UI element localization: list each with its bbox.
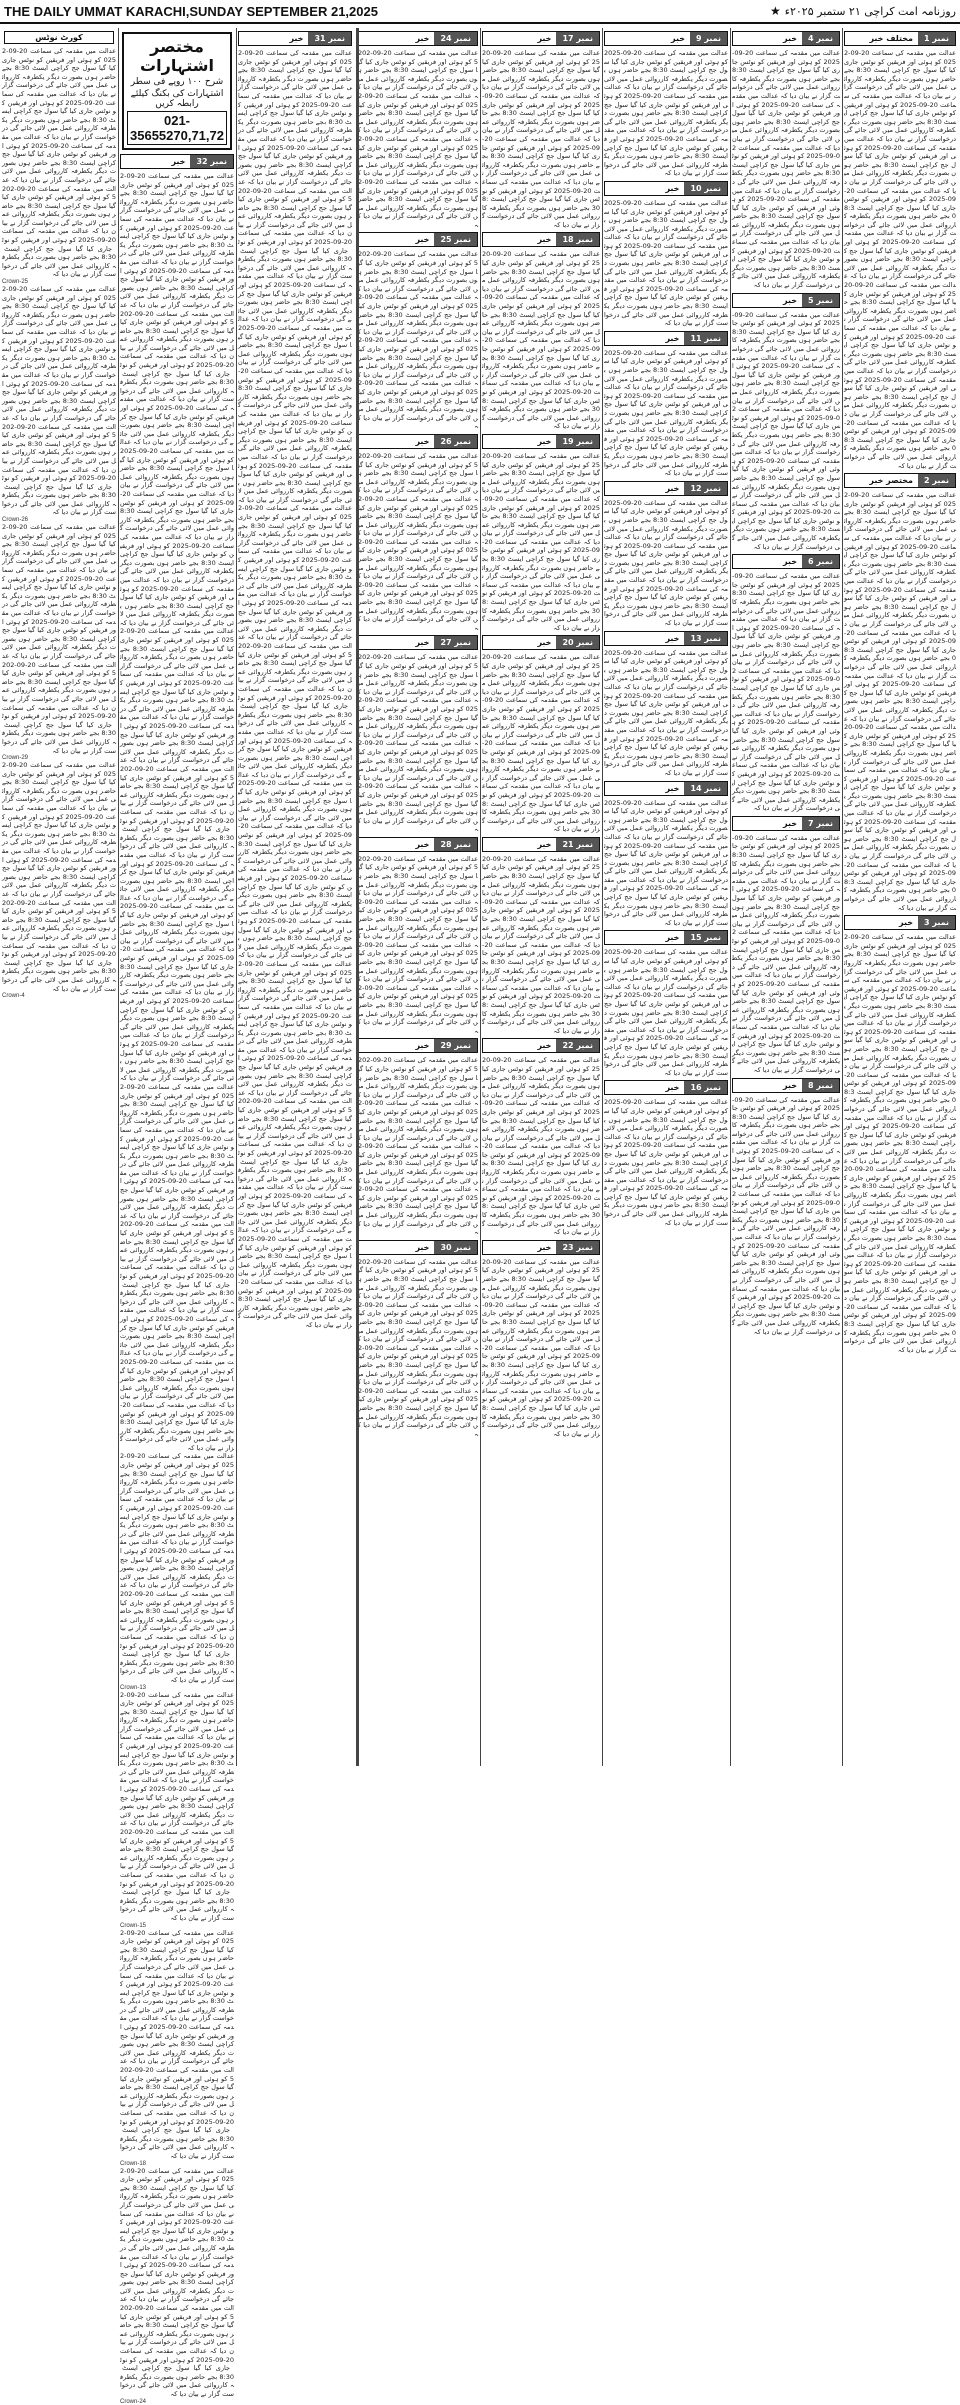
- section-number: نمبر 25: [434, 233, 477, 246]
- crown-tag: Crown-18: [120, 2160, 147, 2167]
- section-heading: [604, 31, 728, 46]
- section-heading: [604, 781, 728, 796]
- section-title: مختلف خبر: [869, 34, 914, 43]
- section-number: نمبر 6: [802, 555, 839, 568]
- section-heading: [844, 31, 956, 46]
- column-7: [120, 28, 235, 2405]
- section-title: خبر: [171, 157, 186, 166]
- section-number: نمبر 4: [802, 32, 839, 45]
- section-heading: [604, 631, 728, 646]
- article-text: عدالت میں مقدمہ کی سماعت 20-09-2025 کو ہوئی اور فریقین کو نوٹس جاری کیا گیا سول جج کراچی ایسٹ 8:30 بجے حاضر ہوں بصورت دیگر یکطرفہ کارروائی عمل میں لائی جائے گی درخواست گزار نے بیان دیا کہ عدالت میں مقدمہ کی سماعت 20-09-2025 کو ہوئی اور فریقین کو نوٹس جاری کیا گیا سول جج کراچی ایسٹ 8:30 بجے حاضر ہوں بصورت دیگر یکطرفہ کارروائی عمل میں لائی جائے گی درخواست گزار نے بیان دیا کہ عدالت میں مقدمہ کی سماعت 20-09-2025 کو ہوئی اور فریقین کو نوٹس جاری کیا گیا سول جج کراچی ایسٹ 8:30 بجے حاضر ہوں بصورت دیگر یکطرفہ کارروائی عمل میں لائی جائے گی درخواست گزار نے بیان دیا کہ عدالت میں مقدمہ کی سماعت 20-09-2025 کو ہوئی اور فریقین کو نوٹس جاری کیا گیا سول جج کراچی ایسٹ 8:30 بجے حاضر ہوں بصورت دیگر یکطرفہ کارروائی عمل میں لائی جائے گی درخواست گزار نے بیان دیا کہ عدالت میں مقدمہ کی سماعت 20-09-2025 کو ہوئی اور فریقین کو نوٹس جاری کیا گیا سول جج کراچی ایسٹ 8:30 بجے حاضر ہوں بصورت دیگر یکطرفہ کارروائی عمل میں لائی جائے گی درخواست گزار نے بیان دیا کہ عدالت میں مقدمہ کی سماعت 20-09-2025 کو ہوئی اور فریقین کو نوٹس جاری کیا گیا سول جج کراچی ایسٹ 8:30 بجے حاضر ہوں بصورت دیگر یکطرفہ کارروائی عمل میں لائی جائے گی درخواست گزار نے بیان دیا کہ عدالت میں مقدمہ کی سماعت 20-09-2025 کو ہوئی اور فریقین کو نوٹس جاری کیا گیا سول جج کراچی ایسٹ 8:30 بجے حاضر ہوں بصورت دیگر یکطرفہ کارروائی عمل میں لائی جائے گی درخواست گزار نے بیان دیا کہ عدالت میں مقدمہ کی سماعت 20-09-2025 کو ہوئی اور فریقین کو نوٹس جاری کیا گیا سول جج کراچی ایسٹ 8:30 بجے حاضر ہوں بصورت دیگر یکطرفہ کارروائی عمل میں لائی جائے گی درخواست گزار نے بیان دیا کہ عدالت میں مقدمہ کی سماعت 20-09-2025 کو ہوئی اور فریقین کو نوٹس جاری کیا گیا سول جج کراچی ایسٹ 8:30 بجے حاضر ہوں بصورت دیگر یکطرفہ کارروائی عمل میں لائی جائے گی درخواست گزار نے بیان دیا کہ عدالت میں مقدمہ کی سماعت 20-09-2025 کو ہوئی اور فریقین کو نوٹس جاری کیا گیا سول جج کراچی ایسٹ 8:30 بجے حاضر ہوں بصورت دیگر یکطرفہ کارروائی عمل میں لائی جائے گی درخواست گزار نے بیان دیا کہ عدالت میں مقدمہ کی سماعت 20-09-2025 کو ہوئی اور فریقین کو نوٹس جاری کیا گیا سول جج کراچی ایسٹ 8:30 بجے حاضر ہوں بصورت دیگر یکطرفہ کارروائی عمل میں لائی جائے گی درخواست گزار نے بیان دیا کہ عدالت میں مقدمہ کی سماعت 20-09-2025 کو ہوئی اور فریقین کو نوٹس جاری کیا گیا سول جج کراچی ایسٹ 8:30 بجے حاضر ہوں بصورت دیگر یکطرفہ کارروائی عمل میں لائی جائے گی درخواست گزار نے بیان دیا کہ عدالت میں مقدمہ کی سماعت 20-09-2025 کو ہوئی اور فریقین کو نوٹس جاری کیا گیا سول جج کراچی ایسٹ 8:30 بجے حاضر ہوں بصورت دیگر یکطرفہ کارروائی عمل میں لائی جائے گی درخواست گزار نے بیان دیا کہ عدالت میں مقدمہ کی سماعت 20-09-2025 کو ہوئی اور فریقین کو نوٹس جاری کیا گیا سول جج کراچی ایسٹ 8:30 بجے حاضر ہوں بصورت دیگر یکطرفہ کارروائی عمل میں لائی جائے گی درخواست گزار نے بیان دیا کہ عدالت میں مقدمہ کی سماعت 20-09-2025 کو ہوئی اور فریقین کو نوٹس جاری کیا گیا سول جج کراچی ایسٹ 8:30 بجے حاضر ہوں بصورت دیگر یکطرفہ کارروائی عمل میں لائی جائے گی درخواست گزار نے بیان دیا کہ عدالت میں مقدمہ کی سماعت 20-09-2025 کو ہوئی اور فریقین کو نوٹس جاری کیا گیا سول جج کراچی ایسٹ 8:30 بجے حاضر ہوں بصورت دیگر یکطرفہ کارروائی عمل میں لائی جائے گی درخواست گزار نے بیان دیا کہ عدالت میں مقدمہ کی سماعت 20-09-2025 کو ہوئی اور فریقین کو نوٹس جاری کیا گیا سول جج کراچی ایسٹ 8:30 بجے حاضر ہوں بصورت دیگر یکطرفہ کارروائی عمل میں لائی جائے گی درخواست گزار نے بیان دیا کہ عدالت میں مقدمہ کی سماعت 20-09-2025 کو ہوئی اور فریقین کو نوٹس جاری کیا گیا سول جج کراچی ایسٹ 8:30 بجے حاضر ہوں بصورت دیگر یکطرفہ کارروائی عمل میں لائی جائے گی درخواست گزار نے بیان دیا کہ عدالت میں مقدمہ کی سماعت 20-09-2025 کو ہوئی اور فریقین کو نوٹس جاری کیا گیا سول جج کراچی ایسٹ 8:30 بجے حاضر ہوں بصورت دیگر یکطرفہ کارروائی عمل میں لائی جائے گی درخواست گزار نے بیان دیا کہ عدالت میں مقدمہ کی سماعت 20-09-2025 کو ہوئی اور فریقین کو نوٹس جاری کیا گیا سول جج کراچی ایسٹ 8:30 بجے حاضر ہوں بصورت دیگر یکطرفہ کارروائی عمل میں لائی جائے گی درخواست گزار نے بیان دیا کہ عدالت میں مقدمہ کی سماعت 20-09-2025 کو ہوئی اور فریقین کو نوٹس جاری کیا گیا سول جج کراچی ایسٹ 8:30 بجے حاضر ہوں بصورت دیگر یکطرفہ کارروائی عمل میں لائی جائے گی درخواست گزار نے بیان دیا کہ عدالت میں مقدمہ کی سماعت 20-09-2025 کو ہوئی اور فریقین کو نوٹس جاری کیا گیا سول جج کراچی ایسٹ 8:30 بجے حاضر ہوں بصورت دیگر یکطرفہ کارروائی عمل میں لائی جائے گی درخواست گزار نے بیان دیا کہ عدالت میں مقدمہ کی سماعت 20-09-2025 کو ہوئی اور فریقین کو نوٹس جاری کیا گیا سول جج کراچی ایسٹ 8:30 بجے حاضر ہوں بصورت دیگر یکطرفہ کارروائی عمل میں لائی جائے گی درخواست گزار نے بیان دیا کہ عدالت میں مقدمہ کی سماعت 20-09-2025 کو ہوئی اور فریقین کو نوٹس جاری کیا گیا سول جج کراچی ایسٹ 8:30 بجے حاضر ہوں بصورت دیگر یکطرفہ کارروائی عمل میں لائی جائے گی درخواست گزار نے بیان دیا کہ عدالت میں مقدمہ کی سماعت 20-09-2025 کو ہوئی اور فریقین کو نوٹس جاری کیا گیا سول جج کراچی ایسٹ 8:30 بجے حاضر ہوں بصورت دیگر یکطرفہ کارروائی عمل میں لائی جائے گی درخواست گزار نے بیان دیا کہ عدالت میں مقدمہ کی سماعت 20-09-2025 کو ہوئی اور فریقین کو نوٹس جاری کیا گیا سول جج کراچی ایسٹ 8:30 بجے حاضر ہوں بصورت دیگر یکطرفہ کارروائی عمل میں لائی جائے گی درخواست گزار نے بیان دیا کہ عدالت میں مقدمہ کی سماعت 20-09-2025 کو ہوئی اور فریقین کو نوٹس جاری کیا گیا سول جج کراچی ایسٹ 8:30 بجے حاضر ہوں بصورت دیگر یکطرفہ کارروائی عمل میں لائی جائے گی درخواست گزار نے بیان دیا کہ عدالت میں مقدمہ کی سماعت 20-09-2025 کو ہوئی اور فریقین کو نوٹس جاری کیا گیا سول جج کراچی ایسٹ 8:30 بجے حاضر ہوں بصورت دیگر یکطرفہ کارروائی عمل میں لائی جائے گی درخواست گزار نے بیان دیا کہ: [238, 49, 353, 1329]
- column-1: [844, 28, 956, 1766]
- article-text: عدالت میں مقدمہ کی سماعت 20-09-2025 کو ہوئی اور فریقین کو نوٹس جاری کیا گیا سول جج کراچی ایسٹ 8:30 بجے حاضر ہوں بصورت دیگر یکطرفہ کارروائی عمل میں لائی جائے گی درخواست گزار نے بیان دیا کہ عدالت میں مقدمہ کی سماعت 20-09-2025 کو ہوئی اور فریقین کو نوٹس جاری کیا گیا سول جج کراچی ایسٹ 8:30 بجے حاضر ہوں بصورت دیگر یکطرفہ کارروائی عمل میں لائی جائے گی درخواست گزار نے بیان دیا کہ عدالت میں مقدمہ کی سماعت 20-09-2025 کو ہوئی اور فریقین کو نوٹس جاری کیا گیا سول جج کراچی ایسٹ 8:30 بجے حاضر ہوں بصورت دیگر یکطرفہ کارروائی عمل میں لائی جائے گی درخواست گزار نے بیان دیا کہ عدالت میں مقدمہ کی سماعت 20-09-2025 کو ہوئی اور فریقین کو نوٹس جاری کیا گیا سول جج کراچی ایسٹ 8:30 بجے حاضر ہوں بصورت دیگر یکطرفہ کارروائی عمل میں لائی جائے گی درخواست گزار نے بیان دیا کہ عدالت میں مقدمہ کی سماعت 20-09-2025 کو ہوئی اور فریقین کو نوٹس جاری کیا گیا سول جج کراچی ایسٹ 8:30 بجے حاضر ہوں بصورت دیگر یکطرفہ کارروائی عمل میں لائی جائے گی درخواست گزار نے بیان دیا کہ: [732, 310, 840, 551]
- section-title: خبر: [783, 557, 798, 567]
- classified-text: عدالت میں مقدمہ کی سماعت 20-09-2025 کو ہوئی اور فریقین کو نوٹس جاری کیا گیا سول جج کراچی ایسٹ 8:30 بجے حاضر ہوں بصورت دیگر یکطرفہ کارروائی عمل میں لائی جائے گی درخواست گزار نے بیان دیا کہ عدالت میں مقدمہ کی سماعت 20-09-2025 کو ہوئی اور فریقین کو نوٹس جاری کیا گیا سول جج کراچی ایسٹ 8:30 بجے حاضر ہوں بصورت دیگر یکطرفہ کارروائی عمل میں لائی جائے گی درخواست گزار نے بیان دیا کہ عدالت میں مقدمہ کی سماعت 20-09-2025 کو ہوئی اور فریقین کو نوٹس جاری کیا گیا سول جج کراچی ایسٹ 8:30 بجے حاضر ہوں بصورت دیگر یکطرفہ کارروائی عمل میں لائی جائے گی درخواست گزار نے بیان دیا کہ عدالت میں مقدمہ کی سماعت 20-09-2025 کو ہوئی اور فریقین کو نوٹس جاری کیا گیا سول جج کراچی ایسٹ 8:30 بجے حاضر ہوں بصورت دیگر یکطرفہ کارروائی عمل میں لائی جائے گی درخواست گزار نے بیان دیا کہ عدالت میں مقدمہ کی سماعت 20-09-2025 کو ہوئی اور فریقین کو نوٹس جاری کیا گیا سول جج کراچی ایسٹ 8:30 بجے حاضر ہوں بصورت دیگر یکطرفہ کارروائی عمل میں لائی جائے گی درخواست گزار نے بیان دیا کہ: [120, 1928, 234, 2160]
- section-title: خبر: [783, 1080, 798, 1090]
- crown-tag: Crown-24: [120, 2398, 147, 2405]
- section-heading: [238, 31, 352, 46]
- crown-tag: Crown-4: [2, 993, 25, 1000]
- column-4: [482, 28, 600, 1766]
- section-heading: [604, 331, 728, 346]
- section-title: خبر: [665, 333, 680, 343]
- section-title: خبر: [665, 633, 680, 643]
- section-title: خبر: [537, 1041, 552, 1051]
- ad-rate: شرح ۱۰۰ روپے فی سطر: [130, 77, 224, 87]
- column-2: [732, 28, 840, 1766]
- section-title: خبر: [783, 295, 798, 305]
- section-heading: [358, 635, 478, 650]
- article-text: عدالت میں مقدمہ کی سماعت 20-09-2025 کو ہوئی اور فریقین کو نوٹس جاری کیا گیا سول جج کراچی ایسٹ 8:30 بجے حاضر ہوں بصورت دیگر یکطرفہ کارروائی عمل میں لائی جائے گی درخواست گزار نے بیان دیا کہ عدالت میں مقدمہ کی سماعت 20-09-2025 کو ہوئی اور فریقین کو نوٹس جاری کیا گیا سول جج کراچی ایسٹ 8:30 بجے حاضر ہوں بصورت دیگر یکطرفہ کارروائی عمل میں لائی جائے گی درخواست گزار نے بیان دیا کہ عدالت میں مقدمہ کی سماعت 20-09-2025 کو ہوئی اور فریقین کو نوٹس جاری کیا گیا سول جج کراچی ایسٹ 8:30 بجے حاضر ہوں بصورت دیگر یکطرفہ کارروائی عمل میں لائی جائے گی درخواست گزار نے بیان دیا کہ: [604, 49, 729, 178]
- section-title: خبر: [783, 818, 798, 828]
- section-number: نمبر 28: [434, 838, 477, 851]
- section-number: نمبر 8: [802, 1079, 839, 1092]
- section-heading: [120, 154, 234, 169]
- section-heading: [732, 31, 840, 46]
- column-3: [604, 28, 728, 1766]
- section-number: نمبر 17: [556, 32, 599, 45]
- ad-booking: اشتہارات کی بکنگ کیلئے رابطہ کریں: [130, 89, 224, 109]
- article-text: عدالت میں مقدمہ کی سماعت 20-09-2025 کو ہوئی اور فریقین کو نوٹس جاری کیا گیا سول جج کراچی ایسٹ 8:30 بجے حاضر ہوں بصورت دیگر یکطرفہ کارروائی عمل میں لائی جائے گی درخواست گزار نے بیان دیا کہ عدالت میں مقدمہ کی سماعت 20-09-2025 کو ہوئی اور فریقین کو نوٹس جاری کیا گیا سول جج کراچی ایسٹ 8:30 بجے حاضر ہوں بصورت دیگر یکطرفہ کارروائی عمل میں لائی جائے گی درخواست گزار نے بیان دیا کہ عدالت میں مقدمہ کی سماعت 20-09-2025 کو ہوئی اور فریقین کو نوٹس جاری کیا گیا سول جج کراچی ایسٹ 8:30 بجے حاضر ہوں بصورت دیگر یکطرفہ کارروائی عمل میں لائی جائے گی درخواست گزار نے بیان دیا کہ عدالت میں مقدمہ کی سماعت 20-09-2025 کو ہوئی اور فریقین کو نوٹس جاری کیا گیا سول جج کراچی ایسٹ 8:30 بجے حاضر ہوں بصورت دیگر یکطرفہ کارروائی عمل میں لائی جائے گی درخواست گزار نے بیان دیا کہ: [482, 1056, 600, 1237]
- section-heading: [482, 837, 600, 852]
- section-heading: [482, 434, 600, 449]
- section-title: خبر: [415, 1242, 430, 1252]
- section-number: نمبر 21: [556, 838, 599, 851]
- section-title: خبر: [665, 783, 680, 793]
- article-text: عدالت میں مقدمہ کی سماعت 20-09-2025 کو ہوئی اور فریقین کو نوٹس جاری کیا گیا سول جج کراچی ایسٹ 8:30 بجے حاضر ہوں بصورت دیگر یکطرفہ کارروائی عمل میں لائی جائے گی درخواست گزار نے بیان دیا کہ عدالت میں مقدمہ کی سماعت 20-09-2025 کو ہوئی اور فریقین کو نوٹس جاری کیا گیا سول جج کراچی ایسٹ 8:30 بجے حاضر ہوں بصورت دیگر یکطرفہ کارروائی عمل میں لائی جائے گی درخواست گزار نے بیان دیا کہ عدالت میں مقدمہ کی سماعت 20-09-2025 کو ہوئی اور فریقین کو نوٹس جاری کیا گیا سول جج کراچی ایسٹ 8:30 بجے حاضر ہوں بصورت دیگر یکطرفہ کارروائی عمل میں لائی جائے گی درخواست گزار نے بیان دیا کہ عدالت میں مقدمہ کی سماعت 20-09-2025 کو ہوئی اور فریقین کو نوٹس جاری کیا گیا سول جج کراچی ایسٹ 8:30 بجے حاضر ہوں بصورت دیگر یکطرفہ کارروائی عمل میں لائی جائے گی درخواست گزار نے بیان دیا کہ عدالت میں مقدمہ کی سماعت 20-09-2025 کو ہوئی اور فریقین کو نوٹس جاری کیا گیا سول جج کراچی ایسٹ 8:30 بجے حاضر ہوں بصورت دیگر یکطرفہ کارروائی عمل میں لائی جائے گی درخواست گزار نے بیان دیا کہ عدالت میں مقدمہ کی سماعت 20-09-2025 کو ہوئی اور فریقین کو نوٹس جاری کیا گیا سول جج کراچی ایسٹ 8:30 بجے حاضر ہوں بصورت دیگر یکطرفہ کارروائی عمل میں لائی جائے گی درخواست گزار نے بیان دیا کہ عدالت میں مقدمہ کی سماعت 20-09-2025 کو ہوئی اور فریقین کو نوٹس جاری کیا گیا سول جج کراچی ایسٹ 8:30 بجے حاضر ہوں بصورت دیگر یکطرفہ کارروائی عمل میں لائی جائے گی درخواست گزار نے بیان دیا کہ عدالت میں مقدمہ کی سماعت 20-09-2025 کو ہوئی اور فریقین کو نوٹس جاری کیا گیا سول جج کراچی ایسٹ 8:30 بجے حاضر ہوں بصورت دیگر یکطرفہ کارروائی عمل میں لائی جائے گی درخواست گزار نے بیان دیا کہ عدالت میں مقدمہ کی سماعت 20-09-2025 کو ہوئی اور فریقین کو نوٹس جاری کیا گیا سول جج کراچی ایسٹ 8:30 بجے حاضر ہوں بصورت دیگر یکطرفہ کارروائی عمل میں لائی جائے گی درخواست گزار نے بیان دیا کہ عدالت میں مقدمہ کی سماعت 20-09-2025 کو ہوئی اور فریقین کو نوٹس جاری کیا گیا سول جج کراچی ایسٹ 8:30 بجے حاضر ہوں بصورت دیگر یکطرفہ کارروائی عمل میں لائی جائے گی درخواست گزار نے بیان دیا کہ عدالت میں مقدمہ کی سماعت 20-09-2025 کو ہوئی اور فریقین کو نوٹس جاری کیا گیا سول جج کراچی ایسٹ 8:30 بجے حاضر ہوں بصورت دیگر یکطرفہ کارروائی عمل میں لائی جائے گی درخواست گزار نے بیان دیا کہ عدالت میں مقدمہ کی سماعت 20-09-2025 کو ہوئی اور فریقین کو نوٹس جاری کیا گیا سول جج کراچی ایسٹ 8:30 بجے حاضر ہوں بصورت دیگر یکطرفہ کارروائی عمل میں لائی جائے گی درخواست گزار نے بیان دیا کہ عدالت میں مقدمہ کی سماعت 20-09-2025 کو ہوئی اور فریقین کو نوٹس جاری کیا گیا سول جج کراچی ایسٹ 8:30 بجے حاضر ہوں بصورت دیگر یکطرفہ کارروائی عمل میں لائی جائے گی درخواست گزار نے بیان دیا کہ عدالت میں مقدمہ کی سماعت 20-09-2025 کو ہوئی اور فریقین کو نوٹس جاری کیا گیا سول جج کراچی ایسٹ 8:30 بجے حاضر ہوں بصورت دیگر یکطرفہ کارروائی عمل میں لائی جائے گی درخواست گزار نے بیان دیا کہ عدالت میں مقدمہ کی سماعت 20-09-2025 کو ہوئی اور فریقین کو نوٹس جاری کیا گیا سول جج کراچی ایسٹ 8:30 بجے حاضر ہوں بصورت دیگر یکطرفہ کارروائی عمل میں لائی جائے گی درخواست گزار نے بیان دیا کہ عدالت میں مقدمہ کی سماعت 20-09-2025 کو ہوئی اور فریقین کو نوٹس جاری کیا گیا سول جج کراچی ایسٹ 8:30 بجے حاضر ہوں بصورت دیگر یکطرفہ کارروائی عمل میں لائی جائے گی درخواست گزار نے بیان دیا کہ عدالت میں مقدمہ کی سماعت 20-09-2025 کو ہوئی اور فریقین کو نوٹس جاری کیا گیا سول جج کراچی ایسٹ 8:30 بجے حاضر ہوں بصورت دیگر یکطرفہ کارروائی عمل میں لائی جائے گی درخواست گزار نے بیان دیا کہ عدالت میں مقدمہ کی سماعت 20-09-2025 کو ہوئی اور فریقین کو نوٹس جاری کیا گیا سول جج کراچی ایسٹ 8:30 بجے حاضر ہوں بصورت دیگر یکطرفہ کارروائی عمل میں لائی جائے گی درخواست گزار نے بیان دیا کہ عدالت میں مقدمہ کی سماعت 20-09-2025 کو ہوئی اور فریقین کو نوٹس جاری کیا گیا سول جج کراچی ایسٹ 8:30 بجے حاضر ہوں بصورت دیگر یکطرفہ کارروائی عمل میں لائی جائے گی درخواست گزار نے بیان دیا کہ عدالت میں مقدمہ کی سماعت 20-09-2025 کو ہوئی اور فریقین کو نوٹس جاری کیا گیا سول جج کراچی ایسٹ 8:30 بجے حاضر ہوں بصورت دیگر یکطرفہ کارروائی عمل میں لائی جائے گی درخواست گزار نے بیان دیا کہ عدالت میں مقدمہ کی سماعت 20-09-2025 کو ہوئی اور فریقین کو نوٹس جاری کیا گیا سول جج کراچی ایسٹ 8:30 بجے حاضر ہوں بصورت دیگر یکطرفہ کارروائی عمل میں لائی جائے گی درخواست گزار نے بیان دیا کہ عدالت میں مقدمہ کی سماعت 20-09-2025 کو ہوئی اور فریقین کو نوٹس جاری کیا گیا سول جج کراچی ایسٹ 8:30 بجے حاضر ہوں بصورت دیگر یکطرفہ کارروائی عمل میں لائی جائے گی درخواست گزار نے بیان دیا کہ عدالت میں مقدمہ کی سماعت 20-09-2025 کو ہوئی اور فریقین کو نوٹس جاری کیا گیا سول جج کراچی ایسٹ 8:30 بجے حاضر ہوں بصورت دیگر یکطرفہ کارروائی عمل میں لائی جائے گی درخواست گزار نے بیان دیا کہ عدالت میں مقدمہ کی سماعت 20-09-2025 کو ہوئی اور فریقین کو نوٹس جاری کیا گیا سول جج کراچی ایسٹ 8:30 بجے حاضر ہوں بصورت دیگر یکطرفہ کارروائی عمل میں لائی جائے گی درخواست گزار نے بیان دیا کہ عدالت میں مقدمہ کی سماعت 20-09-2025 کو ہوئی اور فریقین کو نوٹس جاری کیا گیا سول جج کراچی ایسٹ 8:30 بجے حاضر ہوں بصورت دیگر یکطرفہ کارروائی عمل میں لائی جائے گی درخواست گزار نے بیان دیا کہ عدالت میں مقدمہ کی سماعت 20-09-2025 کو ہوئی اور فریقین کو نوٹس جاری کیا گیا سول جج کراچی ایسٹ 8:30 بجے حاضر ہوں بصورت دیگر یکطرفہ کارروائی عمل میں لائی جائے گی درخواست گزار نے بیان دیا کہ عدالت میں مقدمہ کی سماعت 20-09-2025 کو ہوئی اور فریقین کو نوٹس جاری کیا گیا سول جج کراچی ایسٹ 8:30 بجے حاضر ہوں بصورت دیگر یکطرفہ کارروائی عمل میں لائی جائے گی درخواست گزار نے بیان دیا کہ عدالت میں مقدمہ کی سماعت 20-09-2025 کو ہوئی اور فریقین کو نوٹس جاری کیا گیا سول جج کراچی ایسٹ 8:30 بجے حاضر ہوں بصورت دیگر یکطرفہ کارروائی عمل میں لائی جائے گی درخواست گزار نے بیان دیا کہ: [120, 172, 235, 1452]
- classified-text: عدالت میں مقدمہ کی سماعت 20-09-2025 کو ہوئی اور فریقین کو نوٹس جاری کیا گیا سول جج کراچی ایسٹ 8:30 بجے حاضر ہوں بصورت دیگر یکطرفہ کارروائی عمل میں لائی جائے گی درخواست گزار نے بیان دیا کہ عدالت میں مقدمہ کی سماعت 20-09-2025 کو ہوئی اور فریقین کو نوٹس جاری کیا گیا سول جج کراچی ایسٹ 8:30 بجے حاضر ہوں بصورت دیگر یکطرفہ کارروائی عمل میں لائی جائے گی درخواست گزار نے بیان دیا کہ عدالت میں مقدمہ کی سماعت 20-09-2025 کو ہوئی اور فریقین کو نوٹس جاری کیا گیا سول جج کراچی ایسٹ 8:30 بجے حاضر ہوں بصورت دیگر یکطرفہ کارروائی عمل میں لائی جائے گی درخواست گزار نے بیان دیا کہ عدالت میں مقدمہ کی سماعت 20-09-2025 کو ہوئی اور فریقین کو نوٹس جاری کیا گیا سول جج کراچی ایسٹ 8:30 بجے حاضر ہوں بصورت دیگر یکطرفہ کارروائی عمل میں لائی جائے گی درخواست گزار نے بیان دیا کہ عدالت میں مقدمہ کی سماعت 20-09-2025 کو ہوئی اور فریقین کو نوٹس جاری کیا گیا سول جج کراچی ایسٹ 8:30 بجے حاضر ہوں بصورت دیگر یکطرفہ کارروائی عمل میں لائی جائے گی درخواست گزار نے بیان دیا کہ: [2, 523, 116, 755]
- article-text: عدالت میں مقدمہ کی سماعت 20-09-2025 کو ہوئی اور فریقین کو نوٹس جاری کیا گیا سول جج کراچی ایسٹ 8:30 بجے حاضر ہوں بصورت دیگر یکطرفہ کارروائی عمل میں لائی جائے گی درخواست گزار نے بیان دیا کہ عدالت میں مقدمہ کی سماعت 20-09-2025 کو ہوئی اور فریقین کو نوٹس جاری کیا گیا سول جج کراچی ایسٹ 8:30 بجے حاضر ہوں بصورت دیگر یکطرفہ کارروائی عمل میں لائی جائے گی درخواست گزار نے بیان دیا کہ عدالت میں مقدمہ کی سماعت 20-09-2025 کو ہوئی اور فریقین کو نوٹس جاری کیا گیا سول جج کراچی ایسٹ 8:30 بجے حاضر ہوں بصورت دیگر یکطرفہ کارروائی عمل میں لائی جائے گی درخواست گزار نے بیان دیا کہ عدالت میں مقدمہ کی سماعت 20-09-2025 کو ہوئی اور فریقین کو نوٹس جاری کیا گیا سول جج کراچی ایسٹ 8:30 بجے حاضر ہوں بصورت دیگر یکطرفہ کارروائی عمل میں لائی جائے گی درخواست گزار نے بیان دیا کہ: [358, 854, 478, 1035]
- article-text: عدالت میں مقدمہ کی سماعت 20-09-2025 کو ہوئی اور فریقین کو نوٹس جاری کیا گیا سول جج کراچی ایسٹ 8:30 بجے حاضر ہوں بصورت دیگر یکطرفہ کارروائی عمل میں لائی جائے گی درخواست گزار نے بیان دیا کہ عدالت میں مقدمہ کی سماعت 20-09-2025 کو ہوئی اور فریقین کو نوٹس جاری کیا گیا سول جج کراچی ایسٹ 8:30 بجے حاضر ہوں بصورت دیگر یکطرفہ کارروائی عمل میں لائی جائے گی درخواست گزار نے بیان دیا کہ عدالت میں مقدمہ کی سماعت 20-09-2025 کو ہوئی اور فریقین کو نوٹس جاری کیا گیا سول جج کراچی ایسٹ 8:30 بجے حاضر ہوں بصورت دیگر یکطرفہ کارروائی عمل میں لائی جائے گی درخواست گزار نے بیان دیا کہ عدالت میں مقدمہ کی سماعت 20-09-2025 کو ہوئی اور فریقین کو نوٹس جاری کیا گیا سول جج کراچی ایسٹ 8:30 بجے حاضر ہوں بصورت دیگر یکطرفہ کارروائی عمل میں لائی جائے گی درخواست گزار نے بیان دیا کہ: [482, 250, 600, 431]
- classified-text: عدالت میں مقدمہ کی سماعت 20-09-2025 کو ہوئی اور فریقین کو نوٹس جاری کیا گیا سول جج کراچی ایسٹ 8:30 بجے حاضر ہوں بصورت دیگر یکطرفہ کارروائی عمل میں لائی جائے گی درخواست گزار نے بیان دیا کہ عدالت میں مقدمہ کی سماعت 20-09-2025 کو ہوئی اور فریقین کو نوٹس جاری کیا گیا سول جج کراچی ایسٹ 8:30 بجے حاضر ہوں بصورت دیگر یکطرفہ کارروائی عمل میں لائی جائے گی درخواست گزار نے بیان دیا کہ عدالت میں مقدمہ کی سماعت 20-09-2025 کو ہوئی اور فریقین کو نوٹس جاری کیا گیا سول جج کراچی ایسٹ 8:30 بجے حاضر ہوں بصورت دیگر یکطرفہ کارروائی عمل میں لائی جائے گی درخواست گزار نے بیان دیا کہ عدالت میں مقدمہ کی سماعت 20-09-2025 کو ہوئی اور فریقین کو نوٹس جاری کیا گیا سول جج کراچی ایسٹ 8:30 بجے حاضر ہوں بصورت دیگر یکطرفہ کارروائی عمل میں لائی جائے گی درخواست گزار نے بیان دیا کہ عدالت میں مقدمہ کی سماعت 20-09-2025 کو ہوئی اور فریقین کو نوٹس جاری کیا گیا سول جج کراچی ایسٹ 8:30 بجے حاضر ہوں بصورت دیگر یکطرفہ کارروائی عمل میں لائی جائے گی درخواست گزار نے بیان دیا کہ: [2, 761, 116, 993]
- star-icon: ★: [770, 4, 781, 18]
- classified-text: عدالت میں مقدمہ کی سماعت 20-09-2025 کو ہوئی اور فریقین کو نوٹس جاری کیا گیا سول جج کراچی ایسٹ 8:30 بجے حاضر ہوں بصورت دیگر یکطرفہ کارروائی عمل میں لائی جائے گی درخواست گزار نے بیان دیا کہ عدالت میں مقدمہ کی سماعت 20-09-2025 کو ہوئی اور فریقین کو نوٹس جاری کیا گیا سول جج کراچی ایسٹ 8:30 بجے حاضر ہوں بصورت دیگر یکطرفہ کارروائی عمل میں لائی جائے گی درخواست گزار نے بیان دیا کہ عدالت میں مقدمہ کی سماعت 20-09-2025 کو ہوئی اور فریقین کو نوٹس جاری کیا گیا سول جج کراچی ایسٹ 8:30 بجے حاضر ہوں بصورت دیگر یکطرفہ کارروائی عمل میں لائی جائے گی درخواست گزار نے بیان دیا کہ عدالت میں مقدمہ کی سماعت 20-09-2025 کو ہوئی اور فریقین کو نوٹس جاری کیا گیا سول جج کراچی ایسٹ 8:30 بجے حاضر ہوں بصورت دیگر یکطرفہ کارروائی عمل میں لائی جائے گی درخواست گزار نے بیان دیا کہ عدالت میں مقدمہ کی سماعت 20-09-2025 کو ہوئی اور فریقین کو نوٹس جاری کیا گیا سول جج کراچی ایسٹ 8:30 بجے حاضر ہوں بصورت دیگر یکطرفہ کارروائی عمل میں لائی جائے گی درخواست گزار نے بیان دیا کہ: [2, 285, 116, 517]
- section-title: خبر: [415, 34, 430, 43]
- column-divider: [842, 28, 843, 1766]
- section-title: خبر: [415, 235, 430, 245]
- section-number: نمبر 5: [802, 294, 839, 307]
- crown-tag: Crown-25: [2, 279, 29, 286]
- section-number: نمبر 1: [918, 32, 955, 45]
- article-text: عدالت میں مقدمہ کی سماعت 20-09-2025 کو ہوئی اور فریقین کو نوٹس جاری کیا گیا سول جج کراچی ایسٹ 8:30 بجے حاضر ہوں بصورت دیگر یکطرفہ کارروائی عمل میں لائی جائے گی درخواست گزار نے بیان دیا کہ عدالت میں مقدمہ کی سماعت 20-09-2025 کو ہوئی اور فریقین کو نوٹس جاری کیا گیا سول جج کراچی ایسٹ 8:30 بجے حاضر ہوں بصورت دیگر یکطرفہ کارروائی عمل میں لائی جائے گی درخواست گزار نے بیان دیا کہ عدالت میں مقدمہ کی سماعت 20-09-2025 کو ہوئی اور فریقین کو نوٹس جاری کیا گیا سول جج کراچی ایسٹ 8:30 بجے حاضر ہوں بصورت دیگر یکطرفہ کارروائی عمل میں لائی جائے گی درخواست گزار نے بیان دیا کہ عدالت میں مقدمہ کی سماعت 20-09-2025 کو ہوئی اور فریقین کو نوٹس جاری کیا گیا سول جج کراچی ایسٹ 8:30 بجے حاضر ہوں بصورت دیگر یکطرفہ کارروائی عمل میں لائی جائے گی درخواست گزار نے بیان دیا کہ: [482, 653, 600, 834]
- article-text: عدالت میں مقدمہ کی سماعت 20-09-2025 کو ہوئی اور فریقین کو نوٹس جاری کیا گیا سول جج کراچی ایسٹ 8:30 بجے حاضر ہوں بصورت دیگر یکطرفہ کارروائی عمل میں لائی جائے گی درخواست گزار نے بیان دیا کہ عدالت میں مقدمہ کی سماعت 20-09-2025 کو ہوئی اور فریقین کو نوٹس جاری کیا گیا سول جج کراچی ایسٹ 8:30 بجے حاضر ہوں بصورت دیگر یکطرفہ کارروائی عمل میں لائی جائے گی درخواست گزار نے بیان دیا کہ عدالت میں مقدمہ کی سماعت 20-09-2025 کو ہوئی اور فریقین کو نوٹس جاری کیا گیا سول جج کراچی ایسٹ 8:30 بجے حاضر ہوں بصورت دیگر یکطرفہ کارروائی عمل میں لائی جائے گی درخواست گزار نے بیان دیا کہ: [604, 498, 729, 628]
- section-title: خبر: [289, 34, 304, 43]
- section-heading: [604, 1080, 728, 1095]
- column-5: [358, 28, 478, 1766]
- article-text: عدالت میں مقدمہ کی سماعت 20-09-2025 کو ہوئی اور فریقین کو نوٹس جاری کیا گیا سول جج کراچی ایسٹ 8:30 بجے حاضر ہوں بصورت دیگر یکطرفہ کارروائی عمل میں لائی جائے گی درخواست گزار نے بیان دیا کہ عدالت میں مقدمہ کی سماعت 20-09-2025 کو ہوئی اور فریقین کو نوٹس جاری کیا گیا سول جج کراچی ایسٹ 8:30 بجے حاضر ہوں بصورت دیگر یکطرفہ کارروائی عمل میں لائی جائے گی درخواست گزار نے بیان دیا کہ عدالت میں مقدمہ کی سماعت 20-09-2025 کو ہوئی اور فریقین کو نوٹس جاری کیا گیا سول جج کراچی ایسٹ 8:30 بجے حاضر ہوں بصورت دیگر یکطرفہ کارروائی عمل میں لائی جائے گی درخواست گزار نے بیان دیا کہ عدالت میں مقدمہ کی سماعت 20-09-2025 کو ہوئی اور فریقین کو نوٹس جاری کیا گیا سول جج کراچی ایسٹ 8:30 بجے حاضر ہوں بصورت دیگر یکطرفہ کارروائی عمل میں لائی جائے گی درخواست گزار نے بیان دیا کہ: [358, 653, 478, 834]
- section-number: نمبر 24: [434, 32, 477, 45]
- classified-text: عدالت میں مقدمہ کی سماعت 20-09-2025 کو ہوئی اور فریقین کو نوٹس جاری کیا گیا سول جج کراچی ایسٹ 8:30 بجے حاضر ہوں بصورت دیگر یکطرفہ کارروائی عمل میں لائی جائے گی درخواست گزار نے بیان دیا کہ عدالت میں مقدمہ کی سماعت 20-09-2025 کو ہوئی اور فریقین کو نوٹس جاری کیا گیا سول جج کراچی ایسٹ 8:30 بجے حاضر ہوں بصورت دیگر یکطرفہ کارروائی عمل میں لائی جائے گی درخواست گزار نے بیان دیا کہ عدالت میں مقدمہ کی سماعت 20-09-2025 کو ہوئی اور فریقین کو نوٹس جاری کیا گیا سول جج کراچی ایسٹ 8:30 بجے حاضر ہوں بصورت دیگر یکطرفہ کارروائی عمل میں لائی جائے گی درخواست گزار نے بیان دیا کہ عدالت میں مقدمہ کی سماعت 20-09-2025 کو ہوئی اور فریقین کو نوٹس جاری کیا گیا سول جج کراچی ایسٹ 8:30 بجے حاضر ہوں بصورت دیگر یکطرفہ کارروائی عمل میں لائی جائے گی درخواست گزار نے بیان دیا کہ عدالت میں مقدمہ کی سماعت 20-09-2025 کو ہوئی اور فریقین کو نوٹس جاری کیا گیا سول جج کراچی ایسٹ 8:30 بجے حاضر ہوں بصورت دیگر یکطرفہ کارروائی عمل میں لائی جائے گی درخواست گزار نے بیان دیا کہ: [120, 1690, 234, 1922]
- section-number: نمبر 30: [434, 1241, 477, 1254]
- section-number: نمبر 11: [684, 332, 727, 345]
- masthead-urdu-text: روزنامہ امت کراچی ۲۱ ستمبر ۲۰۲۵ء: [784, 4, 956, 18]
- section-heading: [482, 232, 600, 247]
- section-title: خبر: [537, 34, 552, 43]
- article-text: عدالت میں مقدمہ کی سماعت 20-09-2025 کو ہوئی اور فریقین کو نوٹس جاری کیا گیا سول جج کراچی ایسٹ 8:30 بجے حاضر ہوں بصورت دیگر یکطرفہ کارروائی عمل میں لائی جائے گی درخواست گزار نے بیان دیا کہ عدالت میں مقدمہ کی سماعت 20-09-2025 کو ہوئی اور فریقین کو نوٹس جاری کیا گیا سول جج کراچی ایسٹ 8:30 بجے حاضر ہوں بصورت دیگر یکطرفہ کارروائی عمل میں لائی جائے گی درخواست گزار نے بیان دیا کہ عدالت میں مقدمہ کی سماعت 20-09-2025 کو ہوئی اور فریقین کو نوٹس جاری کیا گیا سول جج کراچی ایسٹ 8:30 بجے حاضر ہوں بصورت دیگر یکطرفہ کارروائی عمل میں لائی جائے گی درخواست گزار نے بیان دیا کہ عدالت میں مقدمہ کی سماعت 20-09-2025 کو ہوئی اور فریقین کو نوٹس جاری کیا گیا سول جج کراچی ایسٹ 8:30 بجے حاضر ہوں بصورت دیگر یکطرفہ کارروائی عمل میں لائی جائے گی درخواست گزار نے بیان دیا کہ عدالت میں مقدمہ کی سماعت 20-09-2025 کو ہوئی اور فریقین کو نوٹس جاری کیا گیا سول جج کراچی ایسٹ 8:30 بجے حاضر ہوں بصورت دیگر یکطرفہ کارروائی عمل میں لائی جائے گی درخواست گزار نے بیان دیا کہ: [732, 572, 840, 813]
- section-number: نمبر 19: [556, 435, 599, 448]
- masthead-english: THE DAILY UMMAT KARACHI,SUNDAY SEPTEMBER 21,2025: [4, 3, 378, 19]
- section-heading: [358, 1240, 478, 1255]
- section-title: خبر: [415, 436, 430, 446]
- article-text: عدالت میں مقدمہ کی سماعت 20-09-2025 کو ہوئی اور فریقین کو نوٹس جاری کیا گیا سول جج کراچی ایسٹ 8:30 بجے حاضر ہوں بصورت دیگر یکطرفہ کارروائی عمل میں لائی جائے گی درخواست گزار نے بیان دیا کہ عدالت میں مقدمہ کی سماعت 20-09-2025 کو ہوئی اور فریقین کو نوٹس جاری کیا گیا سول جج کراچی ایسٹ 8:30 بجے حاضر ہوں بصورت دیگر یکطرفہ کارروائی عمل میں لائی جائے گی درخواست گزار نے بیان دیا کہ عدالت میں مقدمہ کی سماعت 20-09-2025 کو ہوئی اور فریقین کو نوٹس جاری کیا گیا سول جج کراچی ایسٹ 8:30 بجے حاضر ہوں بصورت دیگر یکطرفہ کارروائی عمل میں لائی جائے گی درخواست گزار نے بیان دیا کہ عدالت میں مقدمہ کی سماعت 20-09-2025 کو ہوئی اور فریقین کو نوٹس جاری کیا گیا سول جج کراچی ایسٹ 8:30 بجے حاضر ہوں بصورت دیگر یکطرفہ کارروائی عمل میں لائی جائے گی درخواست گزار نے بیان دیا کہ: [358, 1056, 478, 1237]
- section-heading: [358, 31, 478, 46]
- column-8: [2, 28, 116, 1766]
- crown-tag: Crown-15: [120, 1922, 147, 1929]
- column-divider: [118, 28, 119, 1766]
- masthead-bar: [0, 0, 960, 24]
- column-divider: [480, 28, 481, 1766]
- section-title: خبر: [415, 638, 430, 648]
- column-6: [238, 28, 352, 1766]
- section-heading: [358, 434, 478, 449]
- section-number: نمبر 26: [434, 435, 477, 448]
- section-number: نمبر 22: [556, 1039, 599, 1052]
- classified-text: عدالت میں مقدمہ کی سماعت 20-09-2025 کو ہوئی اور فریقین کو نوٹس جاری کیا گیا سول جج کراچی ایسٹ 8:30 بجے حاضر ہوں بصورت دیگر یکطرفہ کارروائی عمل میں لائی جائے گی درخواست گزار نے بیان دیا کہ عدالت میں مقدمہ کی سماعت 20-09-2025 کو ہوئی اور فریقین کو نوٹس جاری کیا گیا سول جج کراچی ایسٹ 8:30 بجے حاضر ہوں بصورت دیگر یکطرفہ کارروائی عمل میں لائی جائے گی درخواست گزار نے بیان دیا کہ عدالت میں مقدمہ کی سماعت 20-09-2025 کو ہوئی اور فریقین کو نوٹس جاری کیا گیا سول جج کراچی ایسٹ 8:30 بجے حاضر ہوں بصورت دیگر یکطرفہ کارروائی عمل میں لائی جائے گی درخواست گزار نے بیان دیا کہ عدالت میں مقدمہ کی سماعت 20-09-2025 کو ہوئی اور فریقین کو نوٹس جاری کیا گیا سول جج کراچی ایسٹ 8:30 بجے حاضر ہوں بصورت دیگر یکطرفہ کارروائی عمل میں لائی جائے گی درخواست گزار نے بیان دیا کہ عدالت میں مقدمہ کی سماعت 20-09-2025 کو ہوئی اور فریقین کو نوٹس جاری کیا گیا سول جج کراچی ایسٹ 8:30 بجے حاضر ہوں بصورت دیگر یکطرفہ کارروائی عمل میں لائی جائے گی درخواست گزار نے بیان دیا کہ: [120, 2166, 234, 2398]
- article-text: عدالت میں مقدمہ کی سماعت 20-09-2025 کو ہوئی اور فریقین کو نوٹس جاری کیا گیا سول جج کراچی ایسٹ 8:30 بجے حاضر ہوں بصورت دیگر یکطرفہ کارروائی عمل میں لائی جائے گی درخواست گزار نے بیان دیا کہ عدالت میں مقدمہ کی سماعت 20-09-2025 کو ہوئی اور فریقین کو نوٹس جاری کیا گیا سول جج کراچی ایسٹ 8:30 بجے حاضر ہوں بصورت دیگر یکطرفہ کارروائی عمل میں لائی جائے گی درخواست گزار نے بیان دیا کہ عدالت میں مقدمہ کی سماعت 20-09-2025 کو ہوئی اور فریقین کو نوٹس جاری کیا گیا سول جج کراچی ایسٹ 8:30 بجے حاضر ہوں بصورت دیگر یکطرفہ کارروائی عمل میں لائی جائے گی درخواست گزار نے بیان دیا کہ عدالت میں مقدمہ کی سماعت 20-09-2025 کو ہوئی اور فریقین کو نوٹس جاری کیا گیا سول جج کراچی ایسٹ 8:30 بجے حاضر ہوں بصورت دیگر یکطرفہ کارروائی عمل میں لائی جائے گی درخواست گزار نے بیان دیا کہ عدالت میں مقدمہ کی سماعت 20-09-2025 کو ہوئی اور فریقین کو نوٹس جاری کیا گیا سول جج کراچی ایسٹ 8:30 بجے حاضر ہوں بصورت دیگر یکطرفہ کارروائی عمل میں لائی جائے گی درخواست گزار نے بیان دیا کہ عدالت میں مقدمہ کی سماعت 20-09-2025 کو ہوئی اور فریقین کو نوٹس جاری کیا گیا سول جج کراچی ایسٹ 8:30 بجے حاضر ہوں بصورت دیگر یکطرفہ کارروائی عمل میں لائی جائے گی درخواست گزار نے بیان دیا کہ عدالت میں مقدمہ کی سماعت 20-09-2025 کو ہوئی اور فریقین کو نوٹس جاری کیا گیا سول جج کراچی ایسٹ 8:30 بجے حاضر ہوں بصورت دیگر یکطرفہ کارروائی عمل میں لائی جائے گی درخواست گزار نے بیان دیا کہ عدالت میں مقدمہ کی سماعت 20-09-2025 کو ہوئی اور فریقین کو نوٹس جاری کیا گیا سول جج کراچی ایسٹ 8:30 بجے حاضر ہوں بصورت دیگر یکطرفہ کارروائی عمل میں لائی جائے گی درخواست گزار نے بیان دیا کہ عدالت میں مقدمہ کی سماعت 20-09-2025 کو ہوئی اور فریقین کو نوٹس جاری کیا گیا سول جج کراچی ایسٹ 8:30 بجے حاضر ہوں بصورت دیگر یکطرفہ کارروائی عمل میں لائی جائے گی درخواست گزار نے بیان دیا کہ: [844, 491, 957, 912]
- article-text: عدالت میں مقدمہ کی سماعت 20-09-2025 کو ہوئی اور فریقین کو نوٹس جاری کیا گیا سول جج کراچی ایسٹ 8:30 بجے حاضر ہوں بصورت دیگر یکطرفہ کارروائی عمل میں لائی جائے گی درخواست گزار نے بیان دیا کہ عدالت میں مقدمہ کی سماعت 20-09-2025 کو ہوئی اور فریقین کو نوٹس جاری کیا گیا سول جج کراچی ایسٹ 8:30 بجے حاضر ہوں بصورت دیگر یکطرفہ کارروائی عمل میں لائی جائے گی درخواست گزار نے بیان دیا کہ عدالت میں مقدمہ کی سماعت 20-09-2025 کو ہوئی اور فریقین کو نوٹس جاری کیا گیا سول جج کراچی ایسٹ 8:30 بجے حاضر ہوں بصورت دیگر یکطرفہ کارروائی عمل میں لائی جائے گی درخواست گزار نے بیان دیا کہ عدالت میں مقدمہ کی سماعت 20-09-2025 کو ہوئی اور فریقین کو نوٹس جاری کیا گیا سول جج کراچی ایسٹ 8:30 بجے حاضر ہوں بصورت دیگر یکطرفہ کارروائی عمل میں لائی جائے گی درخواست گزار نے بیان دیا کہ: [358, 1257, 478, 1438]
- section-number: نمبر 14: [684, 782, 727, 795]
- article-text: عدالت میں مقدمہ کی سماعت 20-09-2025 کو ہوئی اور فریقین کو نوٹس جاری کیا گیا سول جج کراچی ایسٹ 8:30 بجے حاضر ہوں بصورت دیگر یکطرفہ کارروائی عمل میں لائی جائے گی درخواست گزار نے بیان دیا کہ عدالت میں مقدمہ کی سماعت 20-09-2025 کو ہوئی اور فریقین کو نوٹس جاری کیا گیا سول جج کراچی ایسٹ 8:30 بجے حاضر ہوں بصورت دیگر یکطرفہ کارروائی عمل میں لائی جائے گی درخواست گزار نے بیان دیا کہ عدالت میں مقدمہ کی سماعت 20-09-2025 کو ہوئی اور فریقین کو نوٹس جاری کیا گیا سول جج کراچی ایسٹ 8:30 بجے حاضر ہوں بصورت دیگر یکطرفہ کارروائی عمل میں لائی جائے گی درخواست گزار نے بیان دیا کہ عدالت میں مقدمہ کی سماعت 20-09-2025 کو ہوئی اور فریقین کو نوٹس جاری کیا گیا سول جج کراچی ایسٹ 8:30 بجے حاضر ہوں بصورت دیگر یکطرفہ کارروائی عمل میں لائی جائے گی درخواست گزار نے بیان دیا کہ: [482, 451, 600, 632]
- column-divider: [602, 28, 603, 1766]
- court-notice-label: کورٹ نوٹس: [4, 31, 114, 44]
- section-heading: [482, 1240, 600, 1255]
- section-title: خبر: [537, 1242, 552, 1252]
- section-title: خبر: [415, 839, 430, 849]
- crown-tag: Crown-29: [2, 755, 29, 762]
- section-number: نمبر 20: [556, 636, 599, 649]
- column-divider: [356, 28, 359, 1766]
- section-title: خبر: [537, 436, 552, 446]
- section-heading: [844, 473, 956, 488]
- section-number: نمبر 23: [556, 1241, 599, 1254]
- section-number: نمبر 3: [918, 916, 955, 929]
- section-title: خبر: [783, 34, 798, 43]
- article-text: عدالت میں مقدمہ کی سماعت 20-09-2025 کو ہوئی اور فریقین کو نوٹس جاری کیا گیا سول جج کراچی ایسٹ 8:30 بجے حاضر ہوں بصورت دیگر یکطرفہ کارروائی عمل میں لائی جائے گی درخواست گزار نے بیان دیا کہ عدالت میں مقدمہ کی سماعت 20-09-2025 کو ہوئی اور فریقین کو نوٹس جاری کیا گیا سول جج کراچی ایسٹ 8:30 بجے حاضر ہوں بصورت دیگر یکطرفہ کارروائی عمل میں لائی جائے گی درخواست گزار نے بیان دیا کہ عدالت میں مقدمہ کی سماعت 20-09-2025 کو ہوئی اور فریقین کو نوٹس جاری کیا گیا سول جج کراچی ایسٹ 8:30 بجے حاضر ہوں بصورت دیگر یکطرفہ کارروائی عمل میں لائی جائے گی درخواست گزار نے بیان دیا کہ عدالت میں مقدمہ کی سماعت 20-09-2025 کو ہوئی اور فریقین کو نوٹس جاری کیا گیا سول جج کراچی ایسٹ 8:30 بجے حاضر ہوں بصورت دیگر یکطرفہ کارروائی عمل میں لائی جائے گی درخواست گزار نے بیان دیا کہ: [358, 250, 478, 431]
- section-title: خبر: [665, 183, 680, 193]
- section-heading: [358, 837, 478, 852]
- article-text: عدالت میں مقدمہ کی سماعت 20-09-2025 کو ہوئی اور فریقین کو نوٹس جاری کیا گیا سول جج کراچی ایسٹ 8:30 بجے حاضر ہوں بصورت دیگر یکطرفہ کارروائی عمل میں لائی جائے گی درخواست گزار نے بیان دیا کہ عدالت میں مقدمہ کی سماعت 20-09-2025 کو ہوئی اور فریقین کو نوٹس جاری کیا گیا سول جج کراچی ایسٹ 8:30 بجے حاضر ہوں بصورت دیگر یکطرفہ کارروائی عمل میں لائی جائے گی درخواست گزار نے بیان دیا کہ عدالت میں مقدمہ کی سماعت 20-09-2025 کو ہوئی اور فریقین کو نوٹس جاری کیا گیا سول جج کراچی ایسٹ 8:30 بجے حاضر ہوں بصورت دیگر یکطرفہ کارروائی عمل میں لائی جائے گی درخواست گزار نے بیان دیا کہ: [604, 948, 729, 1077]
- section-number: نمبر 10: [684, 182, 727, 195]
- article-text: عدالت میں مقدمہ کی سماعت 20-09-2025 کو ہوئی اور فریقین کو نوٹس جاری کیا گیا سول جج کراچی ایسٹ 8:30 بجے حاضر ہوں بصورت دیگر یکطرفہ کارروائی عمل میں لائی جائے گی درخواست گزار نے بیان دیا کہ عدالت میں مقدمہ کی سماعت 20-09-2025 کو ہوئی اور فریقین کو نوٹس جاری کیا گیا سول جج کراچی ایسٹ 8:30 بجے حاضر ہوں بصورت دیگر یکطرفہ کارروائی عمل میں لائی جائے گی درخواست گزار نے بیان دیا کہ عدالت میں مقدمہ کی سماعت 20-09-2025 کو ہوئی اور فریقین کو نوٹس جاری کیا گیا سول جج کراچی ایسٹ 8:30 بجے حاضر ہوں بصورت دیگر یکطرفہ کارروائی عمل میں لائی جائے گی درخواست گزار نے بیان دیا کہ: [604, 198, 729, 328]
- article-text: عدالت میں مقدمہ کی سماعت 20-09-2025 کو ہوئی اور فریقین کو نوٹس جاری کیا گیا سول جج کراچی ایسٹ 8:30 بجے حاضر ہوں بصورت دیگر یکطرفہ کارروائی عمل میں لائی جائے گی درخواست گزار نے بیان دیا کہ عدالت میں مقدمہ کی سماعت 20-09-2025 کو ہوئی اور فریقین کو نوٹس جاری کیا گیا سول جج کراچی ایسٹ 8:30 بجے حاضر ہوں بصورت دیگر یکطرفہ کارروائی عمل میں لائی جائے گی درخواست گزار نے بیان دیا کہ عدالت میں مقدمہ کی سماعت 20-09-2025 کو ہوئی اور فریقین کو نوٹس جاری کیا گیا سول جج کراچی ایسٹ 8:30 بجے حاضر ہوں بصورت دیگر یکطرفہ کارروائی عمل میں لائی جائے گی درخواست گزار نے بیان دیا کہ عدالت میں مقدمہ کی سماعت 20-09-2025 کو ہوئی اور فریقین کو نوٹس جاری کیا گیا سول جج کراچی ایسٹ 8:30 بجے حاضر ہوں بصورت دیگر یکطرفہ کارروائی عمل میں لائی جائے گی درخواست گزار نے بیان دیا کہ: [482, 49, 600, 229]
- section-heading: [358, 232, 478, 247]
- column-divider: [730, 28, 731, 1766]
- article-text: عدالت میں مقدمہ کی سماعت 20-09-2025 کو ہوئی اور فریقین کو نوٹس جاری کیا گیا سول جج کراچی ایسٹ 8:30 بجے حاضر ہوں بصورت دیگر یکطرفہ کارروائی عمل میں لائی جائے گی درخواست گزار نے بیان دیا کہ عدالت میں مقدمہ کی سماعت 20-09-2025 کو ہوئی اور فریقین کو نوٹس جاری کیا گیا سول جج کراچی ایسٹ 8:30 بجے حاضر ہوں بصورت دیگر یکطرفہ کارروائی عمل میں لائی جائے گی درخواست گزار نے بیان دیا کہ عدالت میں مقدمہ کی سماعت 20-09-2025 کو ہوئی اور فریقین کو نوٹس جاری کیا گیا سول جج کراچی ایسٹ 8:30 بجے حاضر ہوں بصورت دیگر یکطرفہ کارروائی عمل میں لائی جائے گی درخواست گزار نے بیان دیا کہ: [604, 1098, 729, 1227]
- crown-tag: Crown-26: [2, 517, 29, 524]
- section-heading: [732, 816, 840, 831]
- section-number: نمبر 32: [190, 155, 233, 168]
- masthead-urdu: [770, 4, 960, 18]
- section-heading: [604, 930, 728, 945]
- section-number: نمبر 15: [684, 931, 727, 944]
- section-number: نمبر 12: [684, 482, 727, 495]
- section-heading: [844, 915, 956, 930]
- section-number: نمبر 9: [690, 32, 727, 45]
- crown-tag: Crown-13: [120, 1684, 147, 1691]
- article-text: عدالت میں مقدمہ کی سماعت 20-09-2025 کو ہوئی اور فریقین کو نوٹس جاری کیا گیا سول جج کراچی ایسٹ 8:30 بجے حاضر ہوں بصورت دیگر یکطرفہ کارروائی عمل میں لائی جائے گی درخواست گزار نے بیان دیا کہ عدالت میں مقدمہ کی سماعت 20-09-2025 کو ہوئی اور فریقین کو نوٹس جاری کیا گیا سول جج کراچی ایسٹ 8:30 بجے حاضر ہوں بصورت دیگر یکطرفہ کارروائی عمل میں لائی جائے گی درخواست گزار نے بیان دیا کہ عدالت میں مقدمہ کی سماعت 20-09-2025 کو ہوئی اور فریقین کو نوٹس جاری کیا گیا سول جج کراچی ایسٹ 8:30 بجے حاضر ہوں بصورت دیگر یکطرفہ کارروائی عمل میں لائی جائے گی درخواست گزار نے بیان دیا کہ عدالت میں مقدمہ کی سماعت 20-09-2025 کو ہوئی اور فریقین کو نوٹس جاری کیا گیا سول جج کراچی ایسٹ 8:30 بجے حاضر ہوں بصورت دیگر یکطرفہ کارروائی عمل میں لائی جائے گی درخواست گزار نے بیان دیا کہ: [358, 49, 478, 229]
- section-heading: [604, 481, 728, 496]
- section-heading: [732, 1078, 840, 1093]
- article-text: عدالت میں مقدمہ کی سماعت 20-09-2025 کو ہوئی اور فریقین کو نوٹس جاری کیا گیا سول جج کراچی ایسٹ 8:30 بجے حاضر ہوں بصورت دیگر یکطرفہ کارروائی عمل میں لائی جائے گی درخواست گزار نے بیان دیا کہ عدالت میں مقدمہ کی سماعت 20-09-2025 کو ہوئی اور فریقین کو نوٹس جاری کیا گیا سول جج کراچی ایسٹ 8:30 بجے حاضر ہوں بصورت دیگر یکطرفہ کارروائی عمل میں لائی جائے گی درخواست گزار نے بیان دیا کہ عدالت میں مقدمہ کی سماعت 20-09-2025 کو ہوئی اور فریقین کو نوٹس جاری کیا گیا سول جج کراچی ایسٹ 8:30 بجے حاضر ہوں بصورت دیگر یکطرفہ کارروائی عمل میں لائی جائے گی درخواست گزار نے بیان دیا کہ عدالت میں مقدمہ کی سماعت 20-09-2025 کو ہوئی اور فریقین کو نوٹس جاری کیا گیا سول جج کراچی ایسٹ 8:30 بجے حاضر ہوں بصورت دیگر یکطرفہ کارروائی عمل میں لائی جائے گی درخواست گزار نے بیان دیا کہ عدالت میں مقدمہ کی سماعت 20-09-2025 کو ہوئی اور فریقین کو نوٹس جاری کیا گیا سول جج کراچی ایسٹ 8:30 بجے حاضر ہوں بصورت دیگر یکطرفہ کارروائی عمل میں لائی جائے گی درخواست گزار نے بیان دیا کہ عدالت میں مقدمہ کی سماعت 20-09-2025 کو ہوئی اور فریقین کو نوٹس جاری کیا گیا سول جج کراچی ایسٹ 8:30 بجے حاضر ہوں بصورت دیگر یکطرفہ کارروائی عمل میں لائی جائے گی درخواست گزار نے بیان دیا کہ عدالت میں مقدمہ کی سماعت 20-09-2025 کو ہوئی اور فریقین کو نوٹس جاری کیا گیا سول جج کراچی ایسٹ 8:30 بجے حاضر ہوں بصورت دیگر یکطرفہ کارروائی عمل میں لائی جائے گی درخواست گزار نے بیان دیا کہ عدالت میں مقدمہ کی سماعت 20-09-2025 کو ہوئی اور فریقین کو نوٹس جاری کیا گیا سول جج کراچی ایسٹ 8:30 بجے حاضر ہوں بصورت دیگر یکطرفہ کارروائی عمل میں لائی جائے گی درخواست گزار نے بیان دیا کہ عدالت میں مقدمہ کی سماعت 20-09-2025 کو ہوئی اور فریقین کو نوٹس جاری کیا گیا سول جج کراچی ایسٹ 8:30 بجے حاضر ہوں بصورت دیگر یکطرفہ کارروائی عمل میں لائی جائے گی درخواست گزار نے بیان دیا کہ: [844, 933, 957, 1354]
- section-heading: [358, 1038, 478, 1053]
- section-heading: [482, 31, 600, 46]
- article-text: عدالت میں مقدمہ کی سماعت 20-09-2025 کو ہوئی اور فریقین کو نوٹس جاری کیا گیا سول جج کراچی ایسٹ 8:30 بجے حاضر ہوں بصورت دیگر یکطرفہ کارروائی عمل میں لائی جائے گی درخواست گزار نے بیان دیا کہ عدالت میں مقدمہ کی سماعت 20-09-2025 کو ہوئی اور فریقین کو نوٹس جاری کیا گیا سول جج کراچی ایسٹ 8:30 بجے حاضر ہوں بصورت دیگر یکطرفہ کارروائی عمل میں لائی جائے گی درخواست گزار نے بیان دیا کہ عدالت میں مقدمہ کی سماعت 20-09-2025 کو ہوئی اور فریقین کو نوٹس جاری کیا گیا سول جج کراچی ایسٹ 8:30 بجے حاضر ہوں بصورت دیگر یکطرفہ کارروائی عمل میں لائی جائے گی درخواست گزار نے بیان دیا کہ عدالت میں مقدمہ کی سماعت 20-09-2025 کو ہوئی اور فریقین کو نوٹس جاری کیا گیا سول جج کراچی ایسٹ 8:30 بجے حاضر ہوں بصورت دیگر یکطرفہ کارروائی عمل میں لائی جائے گی درخواست گزار نے بیان دیا کہ: [358, 451, 478, 632]
- section-heading: [732, 293, 840, 308]
- article-text: عدالت میں مقدمہ کی سماعت 20-09-2025 کو ہوئی اور فریقین کو نوٹس جاری کیا گیا سول جج کراچی ایسٹ 8:30 بجے حاضر ہوں بصورت دیگر یکطرفہ کارروائی عمل میں لائی جائے گی درخواست گزار نے بیان دیا کہ عدالت میں مقدمہ کی سماعت 20-09-2025 کو ہوئی اور فریقین کو نوٹس جاری کیا گیا سول جج کراچی ایسٹ 8:30 بجے حاضر ہوں بصورت دیگر یکطرفہ کارروائی عمل میں لائی جائے گی درخواست گزار نے بیان دیا کہ عدالت میں مقدمہ کی سماعت 20-09-2025 کو ہوئی اور فریقین کو نوٹس جاری کیا گیا سول جج کراچی ایسٹ 8:30 بجے حاضر ہوں بصورت دیگر یکطرفہ کارروائی عمل میں لائی جائے گی درخواست گزار نے بیان دیا کہ عدالت میں مقدمہ کی سماعت 20-09-2025 کو ہوئی اور فریقین کو نوٹس جاری کیا گیا سول جج کراچی ایسٹ 8:30 بجے حاضر ہوں بصورت دیگر یکطرفہ کارروائی عمل میں لائی جائے گی درخواست گزار نے بیان دیا کہ عدالت میں مقدمہ کی سماعت 20-09-2025 کو ہوئی اور فریقین کو نوٹس جاری کیا گیا سول جج کراچی ایسٹ 8:30 بجے حاضر ہوں بصورت دیگر یکطرفہ کارروائی عمل میں لائی جائے گی درخواست گزار نے بیان دیا کہ: [732, 833, 840, 1074]
- classified-text: عدالت میں مقدمہ کی سماعت 20-09-2025 کو ہوئی اور فریقین کو نوٹس جاری کیا گیا سول جج کراچی ایسٹ 8:30 بجے حاضر ہوں بصورت دیگر یکطرفہ کارروائی عمل میں لائی جائے گی درخواست گزار نے بیان دیا کہ عدالت میں مقدمہ کی سماعت 20-09-2025 کو ہوئی اور فریقین کو نوٹس جاری کیا گیا سول جج کراچی ایسٹ 8:30 بجے حاضر ہوں بصورت دیگر یکطرفہ کارروائی عمل میں لائی جائے گی درخواست گزار نے بیان دیا کہ عدالت میں مقدمہ کی سماعت 20-09-2025 کو ہوئی اور فریقین کو نوٹس جاری کیا گیا سول جج کراچی ایسٹ 8:30 بجے حاضر ہوں بصورت دیگر یکطرفہ کارروائی عمل میں لائی جائے گی درخواست گزار نے بیان دیا کہ عدالت میں مقدمہ کی سماعت 20-09-2025 کو ہوئی اور فریقین کو نوٹس جاری کیا گیا سول جج کراچی ایسٹ 8:30 بجے حاضر ہوں بصورت دیگر یکطرفہ کارروائی عمل میں لائی جائے گی درخواست گزار نے بیان دیا کہ عدالت میں مقدمہ کی سماعت 20-09-2025 کو ہوئی اور فریقین کو نوٹس جاری کیا گیا سول جج کراچی ایسٹ 8:30 بجے حاضر ہوں بصورت دیگر یکطرفہ کارروائی عمل میں لائی جائے گی درخواست گزار نے بیان دیا کہ: [2, 47, 116, 279]
- column-divider: [236, 28, 237, 1766]
- article-text: عدالت میں مقدمہ کی سماعت 20-09-2025 کو ہوئی اور فریقین کو نوٹس جاری کیا گیا سول جج کراچی ایسٹ 8:30 بجے حاضر ہوں بصورت دیگر یکطرفہ کارروائی عمل میں لائی جائے گی درخواست گزار نے بیان دیا کہ عدالت میں مقدمہ کی سماعت 20-09-2025 کو ہوئی اور فریقین کو نوٹس جاری کیا گیا سول جج کراچی ایسٹ 8:30 بجے حاضر ہوں بصورت دیگر یکطرفہ کارروائی عمل میں لائی جائے گی درخواست گزار نے بیان دیا کہ عدالت میں مقدمہ کی سماعت 20-09-2025 کو ہوئی اور فریقین کو نوٹس جاری کیا گیا سول جج کراچی ایسٹ 8:30 بجے حاضر ہوں بصورت دیگر یکطرفہ کارروائی عمل میں لائی جائے گی درخواست گزار نے بیان دیا کہ عدالت میں مقدمہ کی سماعت 20-09-2025 کو ہوئی اور فریقین کو نوٹس جاری کیا گیا سول جج کراچی ایسٹ 8:30 بجے حاضر ہوں بصورت دیگر یکطرفہ کارروائی عمل میں لائی جائے گی درخواست گزار نے بیان دیا کہ عدالت میں مقدمہ کی سماعت 20-09-2025 کو ہوئی اور فریقین کو نوٹس جاری کیا گیا سول جج کراچی ایسٹ 8:30 بجے حاضر ہوں بصورت دیگر یکطرفہ کارروائی عمل میں لائی جائے گی درخواست گزار نے بیان دیا کہ: [732, 1095, 840, 1336]
- section-title: مختصر خبر: [869, 476, 914, 486]
- article-text: عدالت میں مقدمہ کی سماعت 20-09-2025 کو ہوئی اور فریقین کو نوٹس جاری کیا گیا سول جج کراچی ایسٹ 8:30 بجے حاضر ہوں بصورت دیگر یکطرفہ کارروائی عمل میں لائی جائے گی درخواست گزار نے بیان دیا کہ عدالت میں مقدمہ کی سماعت 20-09-2025 کو ہوئی اور فریقین کو نوٹس جاری کیا گیا سول جج کراچی ایسٹ 8:30 بجے حاضر ہوں بصورت دیگر یکطرفہ کارروائی عمل میں لائی جائے گی درخواست گزار نے بیان دیا کہ عدالت میں مقدمہ کی سماعت 20-09-2025 کو ہوئی اور فریقین کو نوٹس جاری کیا گیا سول جج کراچی ایسٹ 8:30 بجے حاضر ہوں بصورت دیگر یکطرفہ کارروائی عمل میں لائی جائے گی درخواست گزار نے بیان دیا کہ عدالت میں مقدمہ کی سماعت 20-09-2025 کو ہوئی اور فریقین کو نوٹس جاری کیا گیا سول جج کراچی ایسٹ 8:30 بجے حاضر ہوں بصورت دیگر یکطرفہ کارروائی عمل میں لائی جائے گی درخواست گزار نے بیان دیا کہ عدالت میں مقدمہ کی سماعت 20-09-2025 کو ہوئی اور فریقین کو نوٹس جاری کیا گیا سول جج کراچی ایسٹ 8:30 بجے حاضر ہوں بصورت دیگر یکطرفہ کارروائی عمل میں لائی جائے گی درخواست گزار نے بیان دیا کہ عدالت میں مقدمہ کی سماعت 20-09-2025 کو ہوئی اور فریقین کو نوٹس جاری کیا گیا سول جج کراچی ایسٹ 8:30 بجے حاضر ہوں بصورت دیگر یکطرفہ کارروائی عمل میں لائی جائے گی درخواست گزار نے بیان دیا کہ عدالت میں مقدمہ کی سماعت 20-09-2025 کو ہوئی اور فریقین کو نوٹس جاری کیا گیا سول جج کراچی ایسٹ 8:30 بجے حاضر ہوں بصورت دیگر یکطرفہ کارروائی عمل میں لائی جائے گی درخواست گزار نے بیان دیا کہ عدالت میں مقدمہ کی سماعت 20-09-2025 کو ہوئی اور فریقین کو نوٹس جاری کیا گیا سول جج کراچی ایسٹ 8:30 بجے حاضر ہوں بصورت دیگر یکطرفہ کارروائی عمل میں لائی جائے گی درخواست گزار نے بیان دیا کہ عدالت میں مقدمہ کی سماعت 20-09-2025 کو ہوئی اور فریقین کو نوٹس جاری کیا گیا سول جج کراچی ایسٹ 8:30 بجے حاضر ہوں بصورت دیگر یکطرفہ کارروائی عمل میں لائی جائے گی درخواست گزار نے بیان دیا کہ: [844, 49, 957, 470]
- classified-text: عدالت میں مقدمہ کی سماعت 20-09-2025 کو ہوئی اور فریقین کو نوٹس جاری کیا گیا سول جج کراچی ایسٹ 8:30 بجے حاضر ہوں بصورت دیگر یکطرفہ کارروائی عمل میں لائی جائے گی درخواست گزار نے بیان دیا کہ عدالت میں مقدمہ کی سماعت 20-09-2025 کو ہوئی اور فریقین کو نوٹس جاری کیا گیا سول جج کراچی ایسٹ 8:30 بجے حاضر ہوں بصورت دیگر یکطرفہ کارروائی عمل میں لائی جائے گی درخواست گزار نے بیان دیا کہ عدالت میں مقدمہ کی سماعت 20-09-2025 کو ہوئی اور فریقین کو نوٹس جاری کیا گیا سول جج کراچی ایسٹ 8:30 بجے حاضر ہوں بصورت دیگر یکطرفہ کارروائی عمل میں لائی جائے گی درخواست گزار نے بیان دیا کہ عدالت میں مقدمہ کی سماعت 20-09-2025 کو ہوئی اور فریقین کو نوٹس جاری کیا گیا سول جج کراچی ایسٹ 8:30 بجے حاضر ہوں بصورت دیگر یکطرفہ کارروائی عمل میں لائی جائے گی درخواست گزار نے بیان دیا کہ عدالت میں مقدمہ کی سماعت 20-09-2025 کو ہوئی اور فریقین کو نوٹس جاری کیا گیا سول جج کراچی ایسٹ 8:30 بجے حاضر ہوں بصورت دیگر یکطرفہ کارروائی عمل میں لائی جائے گی درخواست گزار نے بیان دیا کہ: [120, 1452, 234, 1684]
- section-heading: [732, 554, 840, 569]
- section-number: نمبر 29: [434, 1039, 477, 1052]
- section-heading: [482, 635, 600, 650]
- section-heading: [482, 1038, 600, 1053]
- section-number: نمبر 2: [918, 474, 955, 487]
- section-title: خبر: [537, 839, 552, 849]
- section-title: خبر: [537, 638, 552, 648]
- section-number: نمبر 27: [434, 636, 477, 649]
- section-number: نمبر 16: [684, 1081, 727, 1094]
- section-number: نمبر 7: [802, 817, 839, 830]
- section-number: نمبر 18: [556, 233, 599, 246]
- section-number: نمبر 31: [308, 32, 351, 45]
- article-text: عدالت میں مقدمہ کی سماعت 20-09-2025 کو ہوئی اور فریقین کو نوٹس جاری کیا گیا سول جج کراچی ایسٹ 8:30 بجے حاضر ہوں بصورت دیگر یکطرفہ کارروائی عمل میں لائی جائے گی درخواست گزار نے بیان دیا کہ عدالت میں مقدمہ کی سماعت 20-09-2025 کو ہوئی اور فریقین کو نوٹس جاری کیا گیا سول جج کراچی ایسٹ 8:30 بجے حاضر ہوں بصورت دیگر یکطرفہ کارروائی عمل میں لائی جائے گی درخواست گزار نے بیان دیا کہ عدالت میں مقدمہ کی سماعت 20-09-2025 کو ہوئی اور فریقین کو نوٹس جاری کیا گیا سول جج کراچی ایسٹ 8:30 بجے حاضر ہوں بصورت دیگر یکطرفہ کارروائی عمل میں لائی جائے گی درخواست گزار نے بیان دیا کہ: [604, 348, 729, 478]
- section-title: خبر: [415, 1041, 430, 1051]
- section-title: خبر: [537, 235, 552, 245]
- section-title: خبر: [665, 933, 680, 943]
- classified-ad-box: [122, 32, 232, 150]
- section-title: خبر: [671, 34, 686, 43]
- article-text: عدالت میں مقدمہ کی سماعت 20-09-2025 کو ہوئی اور فریقین کو نوٹس جاری کیا گیا سول جج کراچی ایسٹ 8:30 بجے حاضر ہوں بصورت دیگر یکطرفہ کارروائی عمل میں لائی جائے گی درخواست گزار نے بیان دیا کہ عدالت میں مقدمہ کی سماعت 20-09-2025 کو ہوئی اور فریقین کو نوٹس جاری کیا گیا سول جج کراچی ایسٹ 8:30 بجے حاضر ہوں بصورت دیگر یکطرفہ کارروائی عمل میں لائی جائے گی درخواست گزار نے بیان دیا کہ عدالت میں مقدمہ کی سماعت 20-09-2025 کو ہوئی اور فریقین کو نوٹس جاری کیا گیا سول جج کراچی ایسٹ 8:30 بجے حاضر ہوں بصورت دیگر یکطرفہ کارروائی عمل میں لائی جائے گی درخواست گزار نے بیان دیا کہ: [604, 648, 729, 777]
- ad-phone: 021-35655270,71,72: [127, 111, 227, 145]
- ad-title: مختصر اشتہارات: [140, 37, 214, 75]
- section-number: نمبر 13: [684, 632, 727, 645]
- section-title: خبر: [665, 1083, 680, 1093]
- article-text: عدالت میں مقدمہ کی سماعت 20-09-2025 کو ہوئی اور فریقین کو نوٹس جاری کیا گیا سول جج کراچی ایسٹ 8:30 بجے حاضر ہوں بصورت دیگر یکطرفہ کارروائی عمل میں لائی جائے گی درخواست گزار نے بیان دیا کہ عدالت میں مقدمہ کی سماعت 20-09-2025 کو ہوئی اور فریقین کو نوٹس جاری کیا گیا سول جج کراچی ایسٹ 8:30 بجے حاضر ہوں بصورت دیگر یکطرفہ کارروائی عمل میں لائی جائے گی درخواست گزار نے بیان دیا کہ عدالت میں مقدمہ کی سماعت 20-09-2025 کو ہوئی اور فریقین کو نوٹس جاری کیا گیا سول جج کراچی ایسٹ 8:30 بجے حاضر ہوں بصورت دیگر یکطرفہ کارروائی عمل میں لائی جائے گی درخواست گزار نے بیان دیا کہ: [604, 798, 729, 927]
- section-title: خبر: [665, 483, 680, 493]
- article-text: عدالت میں مقدمہ کی سماعت 20-09-2025 کو ہوئی اور فریقین کو نوٹس جاری کیا گیا سول جج کراچی ایسٹ 8:30 بجے حاضر ہوں بصورت دیگر یکطرفہ کارروائی عمل میں لائی جائے گی درخواست گزار نے بیان دیا کہ عدالت میں مقدمہ کی سماعت 20-09-2025 کو ہوئی اور فریقین کو نوٹس جاری کیا گیا سول جج کراچی ایسٹ 8:30 بجے حاضر ہوں بصورت دیگر یکطرفہ کارروائی عمل میں لائی جائے گی درخواست گزار نے بیان دیا کہ عدالت میں مقدمہ کی سماعت 20-09-2025 کو ہوئی اور فریقین کو نوٹس جاری کیا گیا سول جج کراچی ایسٹ 8:30 بجے حاضر ہوں بصورت دیگر یکطرفہ کارروائی عمل میں لائی جائے گی درخواست گزار نے بیان دیا کہ عدالت میں مقدمہ کی سماعت 20-09-2025 کو ہوئی اور فریقین کو نوٹس جاری کیا گیا سول جج کراچی ایسٹ 8:30 بجے حاضر ہوں بصورت دیگر یکطرفہ کارروائی عمل میں لائی جائے گی درخواست گزار نے بیان دیا کہ عدالت میں مقدمہ کی سماعت 20-09-2025 کو ہوئی اور فریقین کو نوٹس جاری کیا گیا سول جج کراچی ایسٹ 8:30 بجے حاضر ہوں بصورت دیگر یکطرفہ کارروائی عمل میں لائی جائے گی درخواست گزار نے بیان دیا کہ: [732, 49, 840, 290]
- article-text: عدالت میں مقدمہ کی سماعت 20-09-2025 کو ہوئی اور فریقین کو نوٹس جاری کیا گیا سول جج کراچی ایسٹ 8:30 بجے حاضر ہوں بصورت دیگر یکطرفہ کارروائی عمل میں لائی جائے گی درخواست گزار نے بیان دیا کہ عدالت میں مقدمہ کی سماعت 20-09-2025 کو ہوئی اور فریقین کو نوٹس جاری کیا گیا سول جج کراچی ایسٹ 8:30 بجے حاضر ہوں بصورت دیگر یکطرفہ کارروائی عمل میں لائی جائے گی درخواست گزار نے بیان دیا کہ عدالت میں مقدمہ کی سماعت 20-09-2025 کو ہوئی اور فریقین کو نوٹس جاری کیا گیا سول جج کراچی ایسٹ 8:30 بجے حاضر ہوں بصورت دیگر یکطرفہ کارروائی عمل میں لائی جائے گی درخواست گزار نے بیان دیا کہ عدالت میں مقدمہ کی سماعت 20-09-2025 کو ہوئی اور فریقین کو نوٹس جاری کیا گیا سول جج کراچی ایسٹ 8:30 بجے حاضر ہوں بصورت دیگر یکطرفہ کارروائی عمل میں لائی جائے گی درخواست گزار نے بیان دیا کہ: [482, 854, 600, 1035]
- article-text: عدالت میں مقدمہ کی سماعت 20-09-2025 کو ہوئی اور فریقین کو نوٹس جاری کیا گیا سول جج کراچی ایسٹ 8:30 بجے حاضر ہوں بصورت دیگر یکطرفہ کارروائی عمل میں لائی جائے گی درخواست گزار نے بیان دیا کہ عدالت میں مقدمہ کی سماعت 20-09-2025 کو ہوئی اور فریقین کو نوٹس جاری کیا گیا سول جج کراچی ایسٹ 8:30 بجے حاضر ہوں بصورت دیگر یکطرفہ کارروائی عمل میں لائی جائے گی درخواست گزار نے بیان دیا کہ عدالت میں مقدمہ کی سماعت 20-09-2025 کو ہوئی اور فریقین کو نوٹس جاری کیا گیا سول جج کراچی ایسٹ 8:30 بجے حاضر ہوں بصورت دیگر یکطرفہ کارروائی عمل میں لائی جائے گی درخواست گزار نے بیان دیا کہ عدالت میں مقدمہ کی سماعت 20-09-2025 کو ہوئی اور فریقین کو نوٹس جاری کیا گیا سول جج کراچی ایسٹ 8:30 بجے حاضر ہوں بصورت دیگر یکطرفہ کارروائی عمل میں لائی جائے گی درخواست گزار نے بیان دیا کہ: [482, 1257, 600, 1438]
- section-heading: [604, 181, 728, 196]
- section-title: خبر: [899, 918, 914, 928]
